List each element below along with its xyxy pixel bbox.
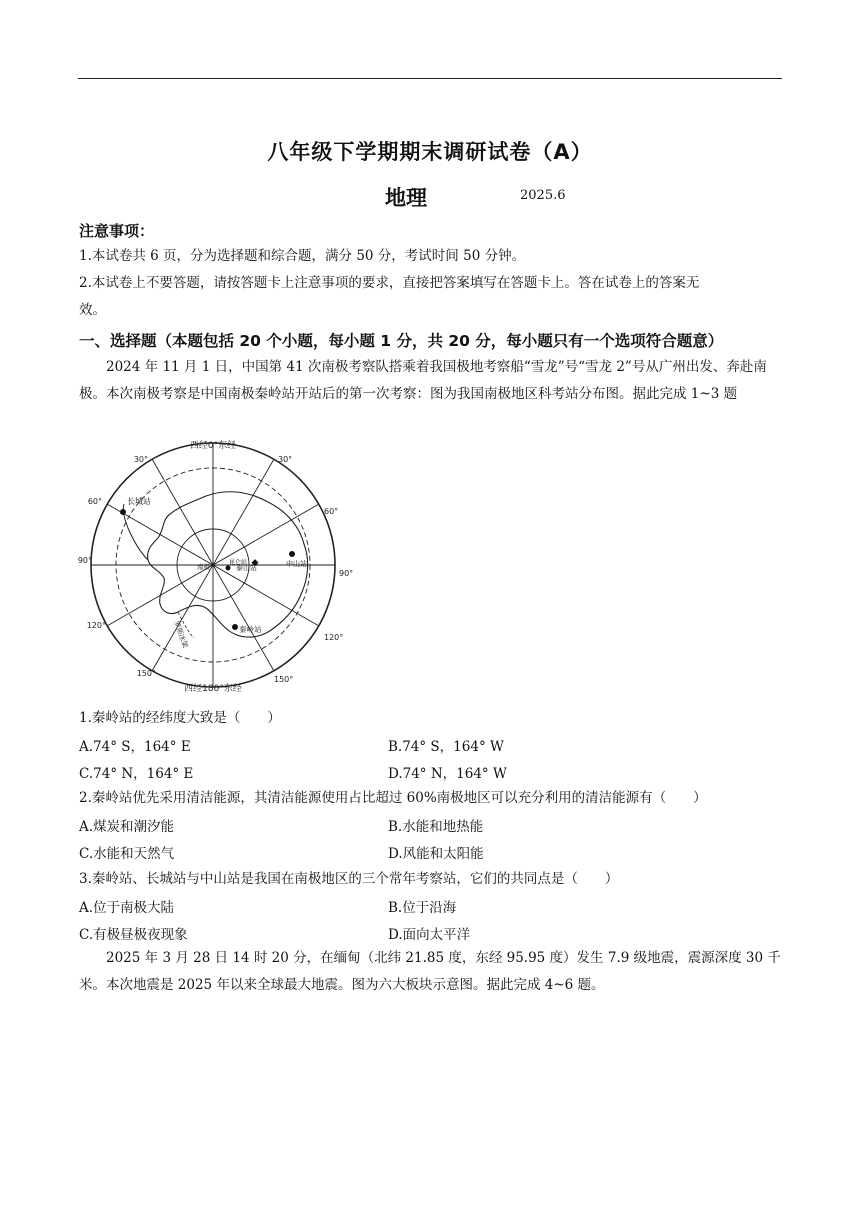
- map-label-150e: 150°: [274, 675, 294, 684]
- question-2-option-b: B.水能和地热能: [388, 819, 484, 835]
- question-3-option-c: C.有极昼极夜现象: [79, 927, 188, 943]
- qinling-station-dot: [232, 624, 238, 630]
- map-label-60w: 60°: [87, 497, 102, 506]
- map-label-90w: 90°: [78, 556, 92, 565]
- changcheng-station-label: 长城站: [127, 497, 151, 506]
- taishan-station-label: 泰山站: [236, 564, 257, 572]
- map-label-30e: 30°: [278, 455, 293, 464]
- notice-heading: 注意事项：: [79, 222, 155, 240]
- question-2-stem: 2.秦岭站优先采用清洁能源，其清洁能源使用占比超过 60%南极地区可以充分利用的清洁能源有（ ）: [79, 790, 707, 806]
- question-3-option-d: D.面向太平洋: [388, 927, 471, 943]
- question-1-option-c: C.74° N，164° E: [79, 766, 194, 782]
- zhongshan-station-dot: [289, 551, 295, 557]
- notice-item-2-line-1: 2.本试卷上不要答题，请按答题卡上注意事项的要求，直接把答案填写在答题卡上。答在试卷上的答案无: [79, 275, 700, 291]
- ross-ice-shelf-label: 罗斯冰架: [172, 619, 190, 649]
- subject-name: 地理: [385, 186, 427, 210]
- question-3-stem: 3.秦岭站、长城站与中山站是我国在南极地区的三个常年考察站，它们的共同点是（ ）: [79, 871, 619, 887]
- map-label-150w: 150°: [136, 669, 156, 678]
- question-2-option-a: A.煤炭和潮汐能: [79, 819, 175, 835]
- header-rule: [78, 78, 782, 79]
- exam-date: 2025.6: [520, 188, 566, 203]
- kunlun-station-dot: [226, 566, 231, 571]
- section-1-heading: 一、选择题（本题包括 20 个小题，每小题 1 分，共 20 分，每小题只有一个选项符合题意）: [79, 332, 724, 350]
- question-2-option-c: C.水能和天然气: [79, 846, 175, 862]
- question-2-option-d: D.风能和太阳能: [388, 846, 484, 862]
- question-1-stem: 1.秦岭站的经纬度大致是（ ）: [79, 710, 281, 726]
- notice-item-1: 1.本试卷共 6 页，分为选择题和综合题，满分 50 分，考试时间 50 分钟。: [79, 248, 526, 264]
- map-label-90e: 90°: [339, 569, 354, 578]
- changcheng-station-dot: [120, 509, 126, 515]
- map-label-180-meridian: 西经180°东经: [184, 684, 242, 694]
- map-label-30w: 30°: [133, 455, 148, 464]
- map-label-120e: 120°: [324, 633, 344, 642]
- section-2-intro: 2025 年 3 月 28 日 14 时 20 分，在缅甸（北纬 21.85 度，东经 95.95 度）发生 7.9 级地震，震源深度 30 千米。本次地震是 2025 年以来全球最大地震。图为六大板块示意图。据此完成 4~6 题。: [79, 950, 781, 993]
- zhongshan-station-label: 中山站: [286, 560, 307, 568]
- section-1-intro: 2024 年 11 月 1 日，中国第 41 次南极考察队搭乘着我国极地考察船“雪龙”号“雪龙 2”号从广州出发、奔赴南极。本次南极考察是中国南极秦岭站开站后的第一次考察：图为我国南极地区科考站分布图。据此完成 1~3 题: [79, 359, 767, 402]
- question-3-option-b: B.位于沿海: [388, 900, 457, 916]
- map-label-prime-meridian: 西经0°东经: [189, 441, 237, 451]
- question-3-option-a: A.位于南极大陆: [79, 900, 175, 916]
- exam-title: 八年级下学期期末调研试卷（A）: [267, 140, 593, 164]
- antarctica-outline: [148, 492, 308, 637]
- notice-item-2-line-2: 效。: [79, 302, 106, 318]
- antarctic-station-map: [78, 432, 358, 698]
- kunlun-station-label: 昆仑站: [229, 559, 248, 566]
- question-1-option-d: D.74° N，164° W: [388, 766, 507, 782]
- question-1-option-a: A.74° S，164° E: [79, 739, 191, 755]
- map-label-120w: 120°: [86, 621, 106, 630]
- south-pole-label: 南极: [197, 563, 210, 571]
- map-label-60e: 60°: [324, 507, 339, 516]
- question-1-option-b: B.74° S，164° W: [388, 739, 504, 755]
- qinling-station-label: 秦岭站: [239, 625, 262, 634]
